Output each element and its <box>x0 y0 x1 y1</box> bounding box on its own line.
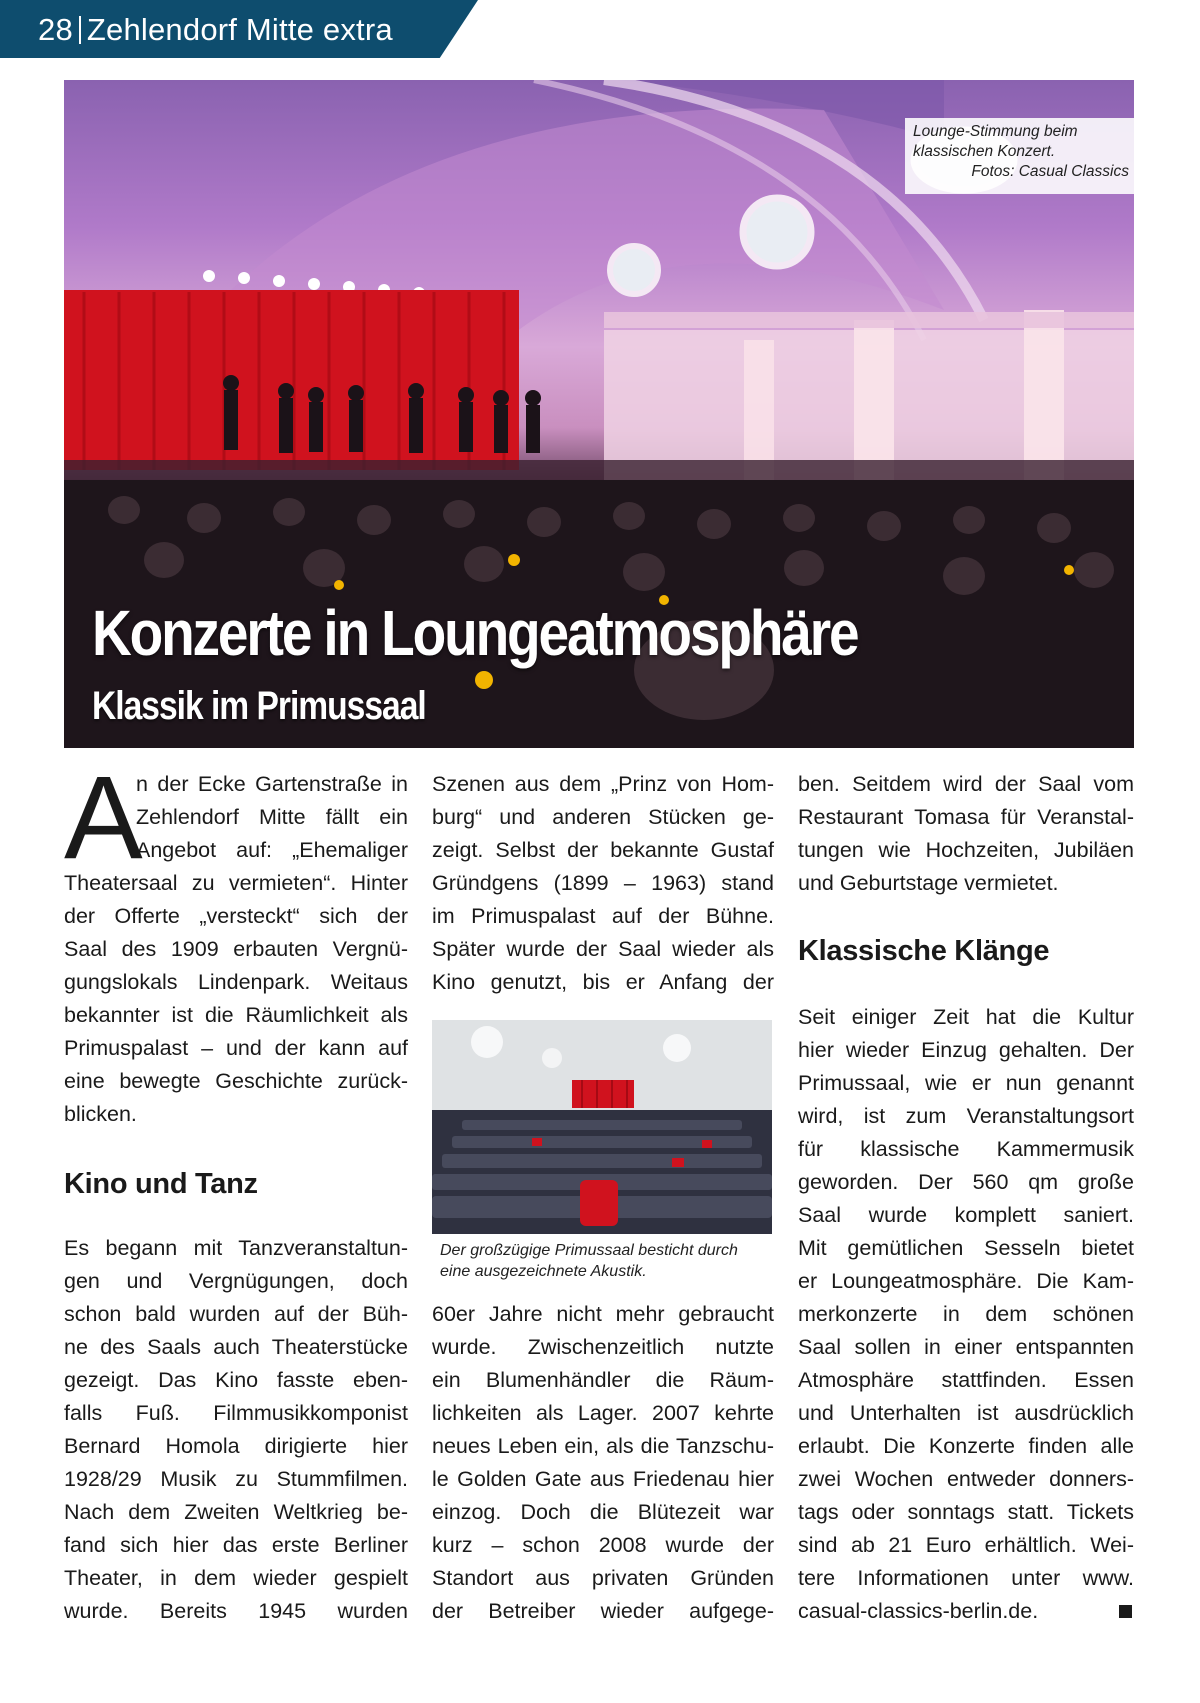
col1-intro-indented <box>136 768 408 867</box>
text-line: Saal des 1909 erbauten Vergnü- <box>64 937 408 961</box>
text-line: falls Fuß. Filmmusikkomponist <box>64 1401 408 1425</box>
photo2-caption-line-1: Der großzügige Primussaal besticht durch <box>440 1242 738 1259</box>
col3-bottom <box>798 1001 1134 1628</box>
col3-top <box>798 768 1134 900</box>
text-line: wurde. Bereits 1945 wurden <box>64 1599 408 1623</box>
text-line: Primussaal, wie er nun genannt <box>798 1071 1134 1095</box>
text-line: der Offerte „versteckt“ sich der <box>64 904 408 928</box>
hero-caption <box>913 122 1133 182</box>
heading-kino-und-tanz: Kino und Tanz <box>64 1168 258 1200</box>
hero-caption-line-2: klassischen Konzert. <box>913 143 1056 160</box>
text-line: einzog. Doch die Blütezeit war <box>432 1500 774 1524</box>
primussaal-photo <box>432 1020 772 1234</box>
col1-kino <box>64 1232 408 1628</box>
text-line: im Primuspalast auf der Bühne. <box>432 904 774 928</box>
col1-intro <box>64 867 408 1131</box>
photo2-caption <box>440 1240 770 1282</box>
drop-cap: A <box>64 752 143 884</box>
text-line: er Loungeatmosphäre. Die Kam- <box>798 1269 1134 1293</box>
text-line: 1928/29 Musik zu Stummfilmen. <box>64 1467 408 1491</box>
text-line: 60er Jahre nicht mehr gebraucht <box>432 1302 774 1326</box>
text-line: burg“ und anderen Stücken ge- <box>432 805 774 829</box>
text-line: tungen wie Hochzeiten, Jubiläen <box>798 838 1134 862</box>
text-line: für klassische Kammermusik <box>798 1137 1134 1161</box>
text-line: der Betreiber wieder aufgege- <box>432 1599 774 1623</box>
text-line: fand sich hier das erste Berliner <box>64 1533 408 1557</box>
page-header <box>38 12 393 48</box>
col2-top <box>432 768 774 999</box>
photo-credit: Fotos: Casual Classics <box>971 163 1129 180</box>
text-line: Es begann mit Tanzveranstaltun- <box>64 1236 408 1260</box>
text-line: tags oder sonntags statt. Tickets <box>798 1500 1134 1524</box>
text-line: blicken. <box>64 1102 137 1126</box>
text-line: merkonzerte in dem schönen <box>798 1302 1134 1326</box>
col2-bottom <box>432 1298 774 1628</box>
text-line: tere Informationen unter www. <box>798 1566 1134 1590</box>
text-line: Bernard Homola dirigierte hier <box>64 1434 408 1458</box>
page-number: 28 <box>38 12 73 47</box>
text-line: Primuspalast – und der kann auf <box>64 1036 408 1060</box>
article-subtitle: Klassik im Primussaal <box>92 684 426 728</box>
heading-klassische-klaenge: Klassische Klänge <box>798 935 1050 967</box>
text-line: geworden. Der 560 qm große <box>798 1170 1134 1194</box>
article-title: Konzerte in Loungeatmosphäre <box>92 597 858 669</box>
text-line: erlaubt. Die Konzerte finden alle <box>798 1434 1134 1458</box>
text-line: ne des Saals auch Theaterstücke <box>64 1335 408 1359</box>
text-line: und Unterhalten ist ausdrücklich <box>798 1401 1134 1425</box>
text-line-final <box>798 1595 1134 1628</box>
text-line: Restaurant Tomasa für Veranstal- <box>798 805 1134 829</box>
text-line: Saal wurde komplett saniert. <box>798 1203 1134 1227</box>
text-line: Zehlendorf Mitte fällt ein <box>136 805 408 829</box>
text-line: wird, ist zum Veranstaltungsort <box>798 1104 1134 1128</box>
text-line: Szenen aus dem „Prinz von Hom- <box>432 772 774 796</box>
text-line: und Geburtstage vermietet. <box>798 871 1059 895</box>
photo2-caption-line-2: eine ausgezeichnete Akustik. <box>440 1263 647 1280</box>
section-title: Zehlendorf Mitte extra <box>86 12 393 47</box>
text-line: Kino genutzt, bis er Anfang der <box>432 970 774 994</box>
text-line: schon bald wurden auf der Büh- <box>64 1302 408 1326</box>
text-line: Theatersaal zu vermieten“. Hinter <box>64 871 408 895</box>
header-separator <box>79 16 81 44</box>
text-line: Saal sollen in einer entspannten <box>798 1335 1134 1359</box>
final-line-text: casual-classics-berlin.de. <box>798 1599 1039 1623</box>
text-line: Atmosphäre stattfinden. Essen <box>798 1368 1134 1392</box>
text-line: ben. Seitdem wird der Saal vom <box>798 772 1134 796</box>
text-line: gen und Vergnügungen, doch <box>64 1269 408 1293</box>
text-line: zwei Wochen entweder donners- <box>798 1467 1134 1491</box>
text-line: neues Leben ein, als die Tanzschu- <box>432 1434 774 1458</box>
text-line: ein Blumenhändler die Räum- <box>432 1368 774 1392</box>
text-line: zeigt. Selbst der bekannte Gustaf <box>432 838 774 862</box>
text-line: Nach dem Zweiten Weltkrieg be- <box>64 1500 408 1524</box>
text-line: gungslokals Lindenpark. Weitaus <box>64 970 408 994</box>
hall-seating-illustration <box>432 1020 772 1234</box>
hero-caption-line-1: Lounge-Stimmung beim <box>913 123 1078 140</box>
text-line: kurz – schon 2008 wurde der <box>432 1533 774 1557</box>
text-line: sind ab 21 Euro erhältlich. Wei- <box>798 1533 1134 1557</box>
text-line: wurde. Zwischenzeitlich nutzte <box>432 1335 774 1359</box>
text-line: lichkeiten als Lager. 2007 kehrte <box>432 1401 774 1425</box>
end-of-article-mark <box>1119 1605 1132 1618</box>
text-line: n der Ecke Gartenstraße in <box>136 772 408 796</box>
text-line: hier wieder Einzug gehalten. Der <box>798 1038 1134 1062</box>
text-line: bekannter ist die Räumlichkeit als <box>64 1003 408 1027</box>
text-line: Seit einiger Zeit hat die Kultur <box>798 1005 1134 1029</box>
text-line: Mit gemütlichen Sesseln bietet <box>798 1236 1134 1260</box>
text-line: eine bewegte Geschichte zurück- <box>64 1069 408 1093</box>
text-line: Theater, in dem wieder gespielt <box>64 1566 408 1590</box>
text-line: Angebot auf: „Ehemaliger <box>136 838 408 862</box>
text-line: le Golden Gate aus Friedenau hier <box>432 1467 774 1491</box>
text-line: gezeigt. Das Kino fasste eben- <box>64 1368 408 1392</box>
text-line: Später wurde der Saal wieder als <box>432 937 774 961</box>
text-line: Standort aus privaten Gründen <box>432 1566 774 1590</box>
text-line: Gründgens (1899 – 1963) stand <box>432 871 774 895</box>
